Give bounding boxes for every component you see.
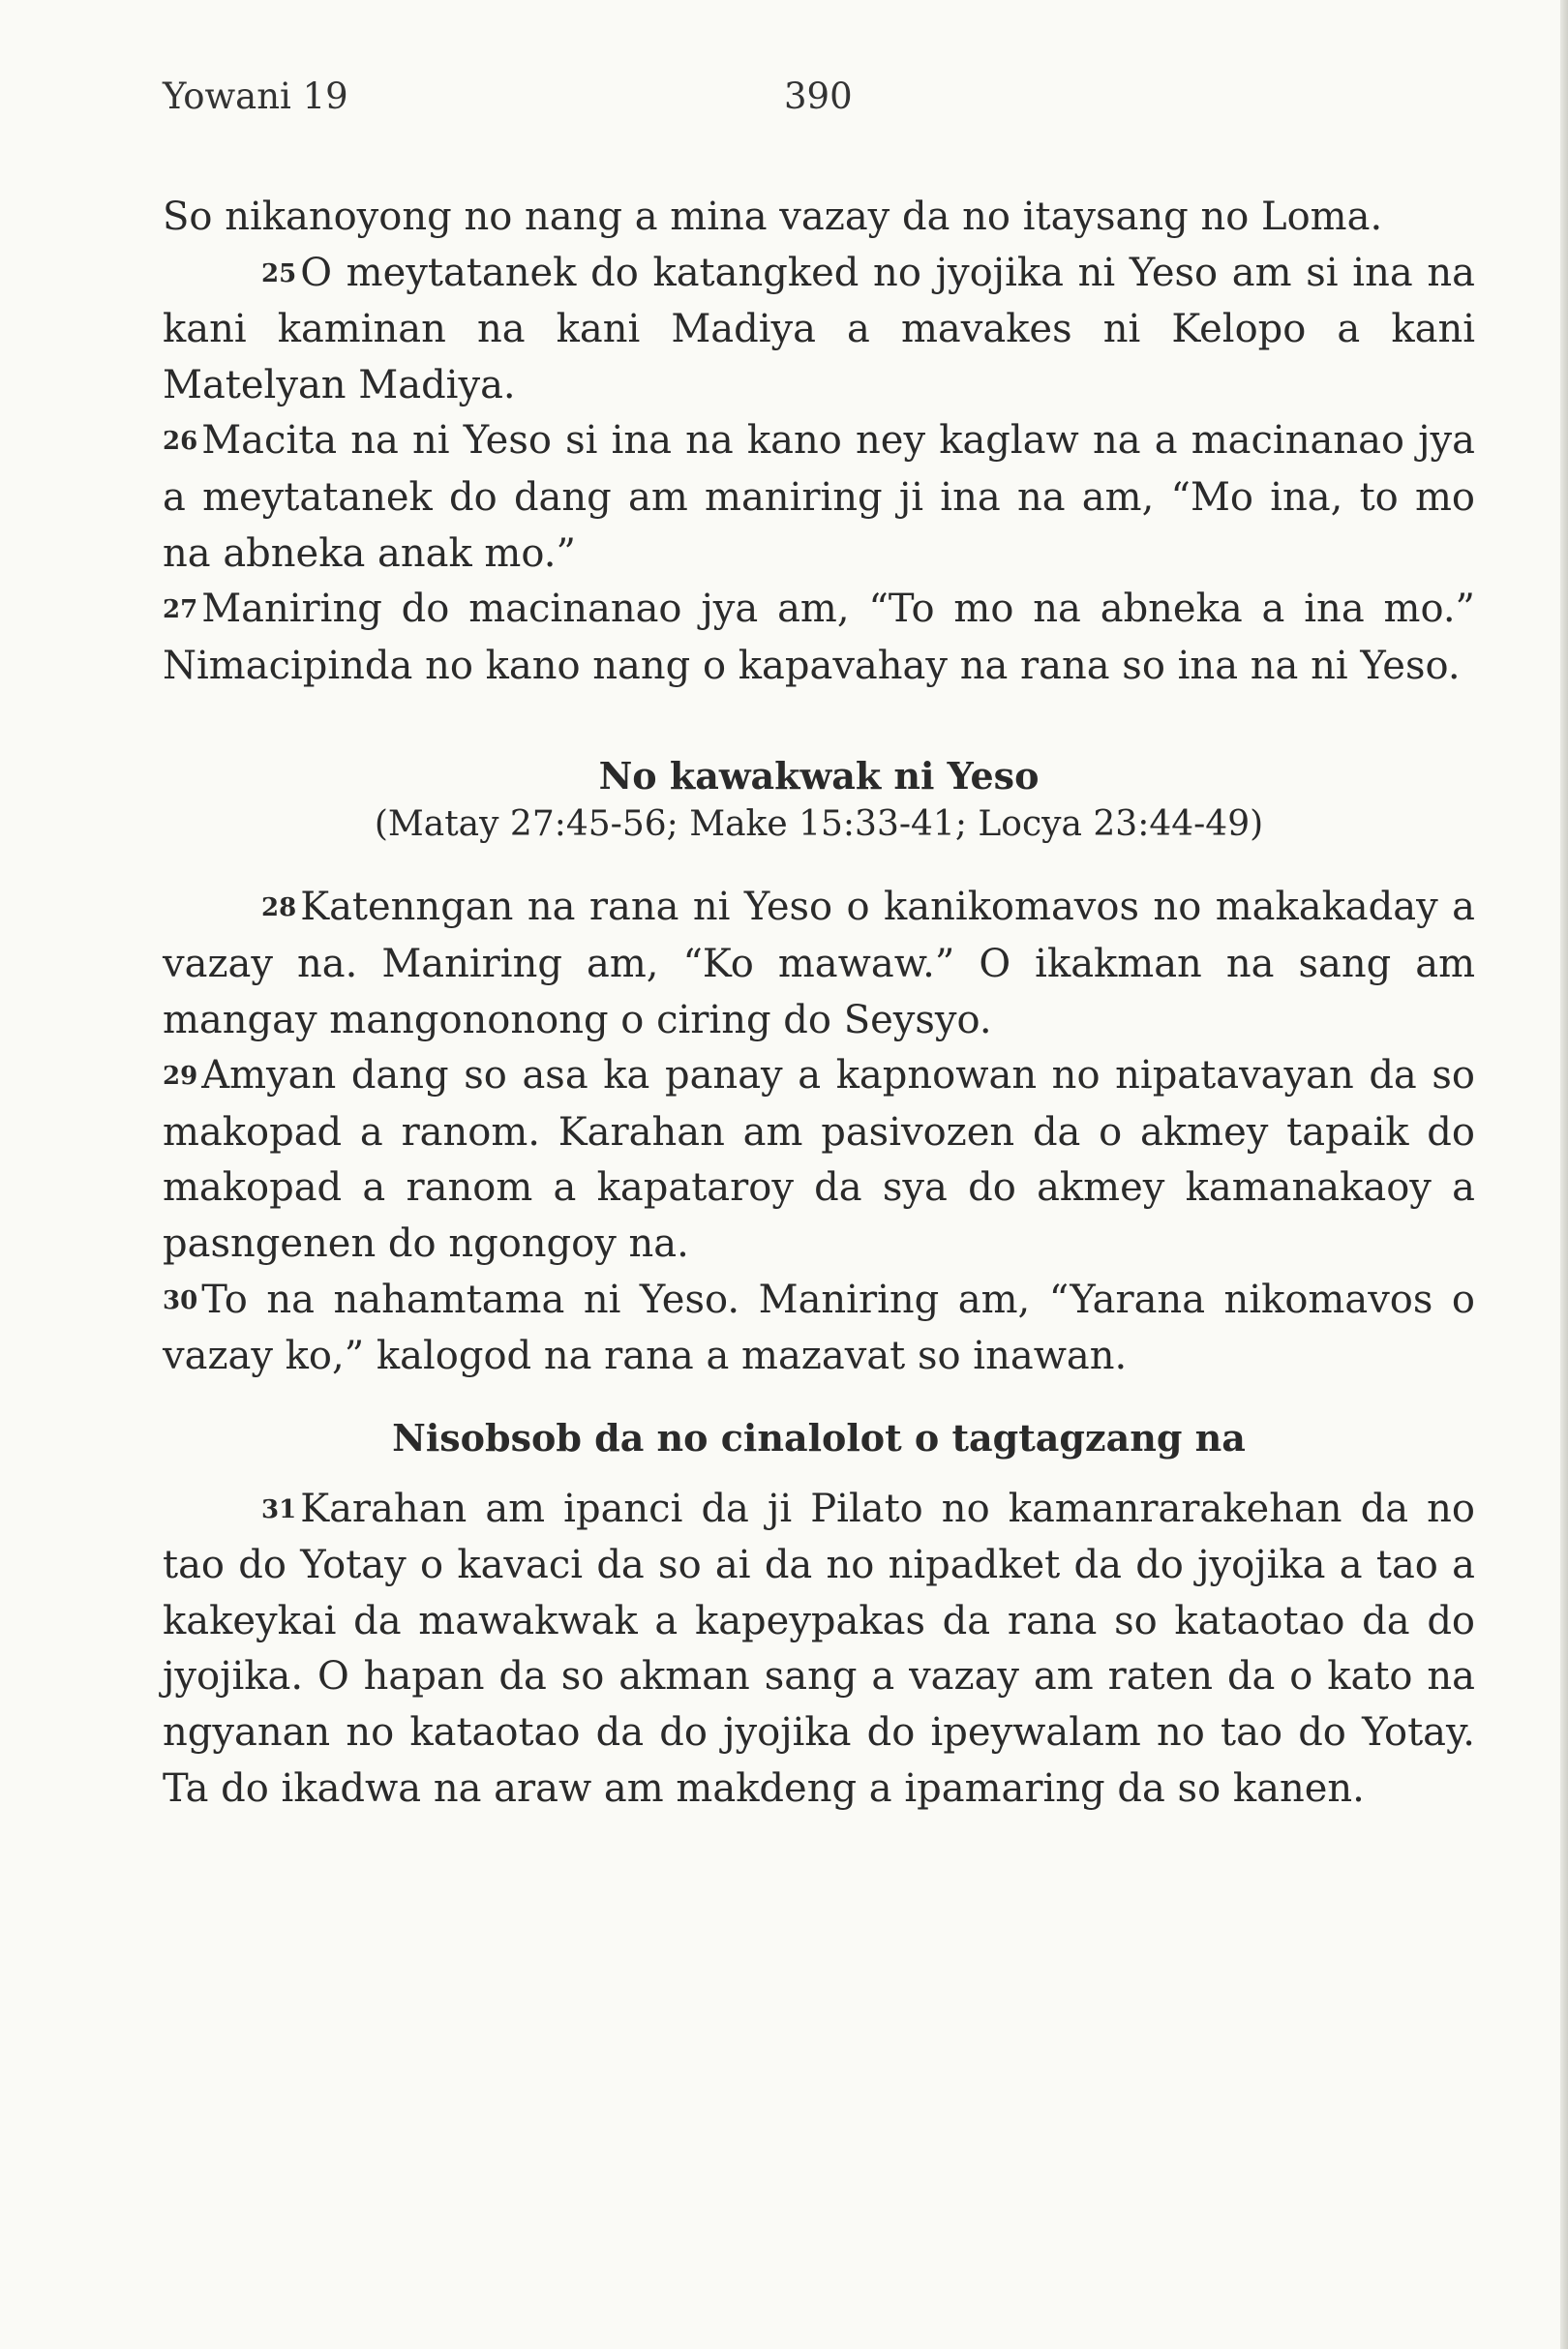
section-heading: No kawakwak ni Yeso	[598, 754, 1040, 798]
verse-text: Maniring do macinanao jya am, “To mo na abneka a ina mo.” Nimacipinda no kano nang o kapavahay na rana so ina na ni Yeso.	[163, 587, 1475, 688]
running-header	[163, 75, 1469, 134]
verse-paragraph	[163, 413, 1475, 582]
verse-text: Amyan dang so asa ka panay a kapnowan no nipatavayan da so makopad a ranom. Karahan am pasivozen da o akmey tapaik do makopad a ranom a kapataroy da sya do akmey kamanakaoy a pasngenen do ngongoy na.	[163, 1053, 1475, 1266]
verse-text: Karahan am ipanci da ji Pilato no kamanrarakehan da no tao do Yotay o kavaci da so ai da no nipadket da do jyojika a tao a kakeykai da mawakwak a kapeypakas da rana so kataotao da do jyojika. O hapan da so akman sang a vazay am raten da o kato na ngyanan no kataotao da do jyojika do ipeywalam no tao do Yotay. Ta do ikadwa na araw am makdeng a ipamaring da so kanen.	[163, 1486, 1475, 1811]
verse-paragraph	[163, 1482, 1475, 1818]
verse-text: Macita na ni Yeso si ina na kano ney kaglaw na a macinanao jya a meytatanek do dang am maniring ji ina na am, “Mo ina, to mo na abneka anak mo.”	[163, 418, 1475, 576]
verse-text: So nikanoyong no nang a mina vazay da no itaysang no Loma.	[163, 195, 1383, 239]
verse-text: Katenngan na rana ni Yeso o kanikomavos no makakaday a vazay na. Maniring am, “Ko mawaw.” O ikakman na sang am mangay mangononong o ciring do Seysyo.	[163, 885, 1475, 1042]
verse-paragraph	[163, 1273, 1475, 1385]
page-edge	[1560, 0, 1568, 2349]
verse-number: 28	[261, 893, 297, 923]
verse-number: 31	[261, 1494, 297, 1524]
verse-number: 25	[261, 258, 297, 288]
spacer	[163, 1462, 1475, 1482]
verse-paragraph	[163, 880, 1475, 1048]
spacer	[163, 694, 1475, 752]
verse-number: 29	[163, 1062, 198, 1092]
spacer	[163, 1385, 1475, 1414]
verse-paragraph	[163, 1048, 1475, 1272]
verse-paragraph	[163, 190, 1475, 246]
section-heading: Nisobsob da no cinalolot o tagtagzang na	[392, 1415, 1246, 1460]
verse-number: 30	[163, 1285, 198, 1315]
verse-text: To na nahamtama ni Yeso. Maniring am, “Yarana nikomavos o vazay ko,” kalogod na rana a mazavat so inawan.	[163, 1277, 1475, 1379]
verse-text: O meytatanek do katangked no jyojika ni Yeso am si ina na kani kaminan na kani Madiya a mavakes ni Kelopo a kani Matelyan Madiya.	[163, 250, 1475, 407]
verse-number: 27	[163, 595, 198, 625]
verse-number: 26	[163, 427, 198, 457]
page-number: 390	[784, 75, 853, 117]
verse-paragraph	[163, 246, 1475, 414]
spacer	[163, 849, 1475, 880]
verse-paragraph	[163, 582, 1475, 694]
book-chapter-title: Yowani 19	[163, 75, 348, 117]
body-text	[163, 190, 1475, 1817]
section-cross-references: (Matay 27:45-56; Make 15:33-41; Locya 23:44-49)	[374, 804, 1264, 845]
